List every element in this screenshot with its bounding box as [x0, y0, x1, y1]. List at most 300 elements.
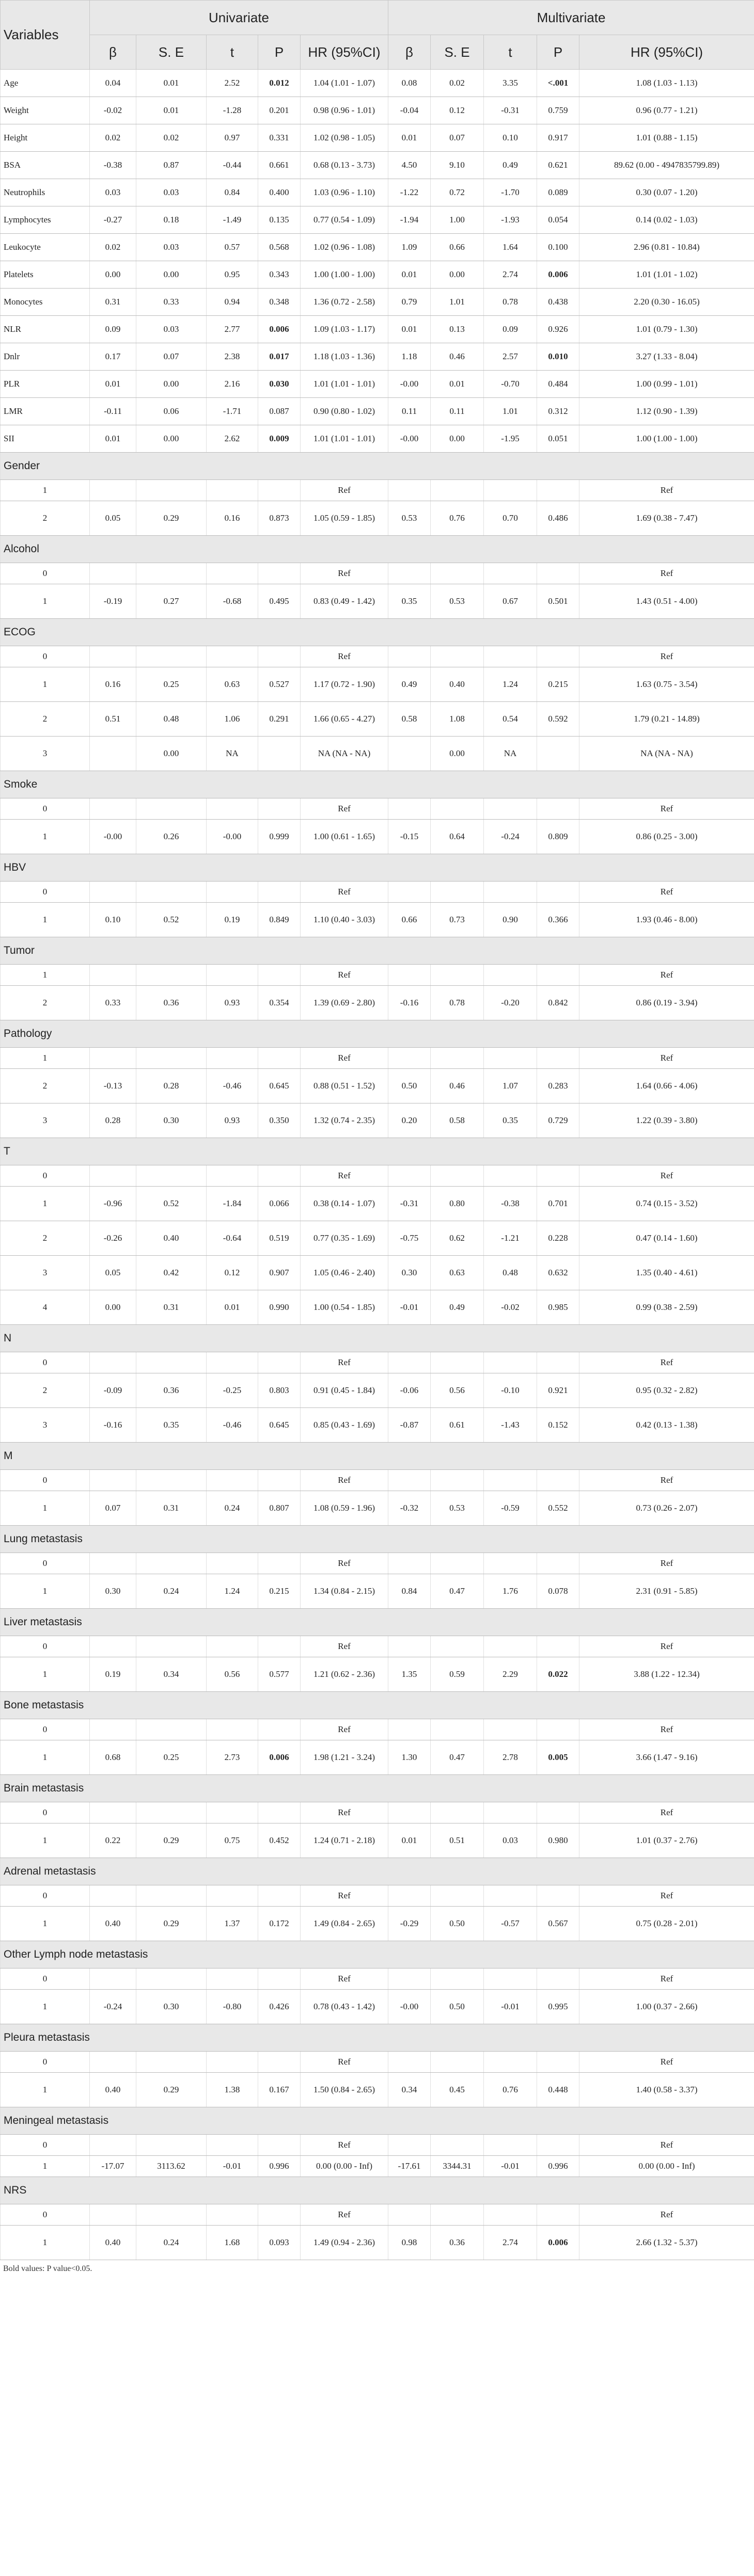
- empty-cell: [90, 646, 136, 667]
- p-value-cell: 0.809: [537, 820, 579, 854]
- p-value-cell: 0.842: [537, 986, 579, 1020]
- empty-cell: [537, 1553, 579, 1574]
- table-row: [1, 1823, 754, 1858]
- stat-cell: 2.29: [484, 1657, 537, 1692]
- stat-cell: 0.40: [90, 2073, 136, 2107]
- empty-cell: [537, 2204, 579, 2226]
- hr-cell: 1.49 (0.84 - 2.65): [301, 1907, 388, 1941]
- level-cell: 1: [1, 1187, 90, 1221]
- variable-label: Neutrophils: [1, 179, 90, 206]
- hr-cell: 1.93 (0.46 - 8.00): [579, 903, 754, 937]
- empty-cell: [136, 798, 207, 820]
- hr-cell: 89.62 (0.00 - 4947835799.89): [579, 152, 754, 179]
- table-row: [1, 1491, 754, 1526]
- stat-cell: 0.01: [90, 425, 136, 453]
- table-row: [1, 1907, 754, 1941]
- p-value-cell: 0.849: [258, 903, 301, 937]
- stat-cell: 0.27: [136, 584, 207, 619]
- hr-cell: Ref: [301, 1352, 388, 1373]
- stat-cell: 0.31: [136, 1491, 207, 1526]
- empty-cell: [207, 1352, 258, 1373]
- stat-cell: 0.66: [431, 234, 484, 261]
- empty-cell: [537, 563, 579, 584]
- p-value-cell: 0.985: [537, 1290, 579, 1325]
- group-label: T: [1, 1138, 754, 1165]
- table-row: [1, 124, 754, 152]
- reference-row: [1, 1719, 754, 1740]
- stat-cell: -0.09: [90, 1373, 136, 1408]
- hr-cell: 1.01 (0.37 - 2.76): [579, 1823, 754, 1858]
- reference-row: [1, 563, 754, 584]
- level-cell: 2: [1, 1373, 90, 1408]
- stat-cell: 0.76: [431, 501, 484, 536]
- empty-cell: [90, 1352, 136, 1373]
- p-value-cell: 0.438: [537, 289, 579, 316]
- p-value-cell: 0.051: [537, 425, 579, 453]
- hr-cell: 0.96 (0.77 - 1.21): [579, 97, 754, 124]
- stat-cell: 2.74: [484, 261, 537, 289]
- hr-cell: Ref: [301, 1553, 388, 1574]
- table-row: [1, 152, 754, 179]
- stat-cell: 0.40: [90, 1907, 136, 1941]
- p-value-cell: 0.661: [258, 152, 301, 179]
- hr-cell: Ref: [579, 965, 754, 986]
- empty-cell: [484, 646, 537, 667]
- stat-cell: 2.78: [484, 1740, 537, 1775]
- stat-cell: 1.06: [207, 702, 258, 737]
- hr-cell: 3.27 (1.33 - 8.04): [579, 343, 754, 371]
- table-row: [1, 425, 754, 453]
- hr-cell: 0.14 (0.02 - 1.03): [579, 206, 754, 234]
- variable-label: Leukocyte: [1, 234, 90, 261]
- stat-cell: -0.06: [388, 1373, 431, 1408]
- stat-cell: 0.49: [484, 152, 537, 179]
- empty-cell: [431, 646, 484, 667]
- empty-cell: [484, 882, 537, 903]
- table-row: [1, 2156, 754, 2177]
- hr-cell: Ref: [301, 1885, 388, 1907]
- p-value-cell: 0.215: [258, 1574, 301, 1609]
- hr-cell: 1.08 (0.59 - 1.96): [301, 1491, 388, 1526]
- hr-cell: 0.75 (0.28 - 2.01): [579, 1907, 754, 1941]
- stat-cell: 0.58: [431, 1103, 484, 1138]
- stat-cell: -0.16: [90, 1408, 136, 1443]
- empty-cell: [537, 965, 579, 986]
- empty-cell: [537, 1165, 579, 1187]
- stat-cell: 0.53: [388, 501, 431, 536]
- empty-cell: [136, 1165, 207, 1187]
- hr-cell: Ref: [579, 480, 754, 501]
- stat-cell: -0.44: [207, 152, 258, 179]
- empty-cell: [207, 1048, 258, 1069]
- stat-cell: 0.03: [90, 179, 136, 206]
- p-value-cell: 0.990: [258, 1290, 301, 1325]
- stat-cell: -0.01: [484, 2156, 537, 2177]
- empty-cell: [136, 1885, 207, 1907]
- stat-cell: 0.57: [207, 234, 258, 261]
- hr-cell: Ref: [301, 1048, 388, 1069]
- group-header-row: [1, 1443, 754, 1470]
- stat-cell: 0.98: [388, 2226, 431, 2260]
- empty-cell: [388, 1802, 431, 1823]
- stat-cell: 0.24: [136, 2226, 207, 2260]
- table-row: [1, 261, 754, 289]
- table-row: [1, 70, 754, 97]
- p-value-cell: 0.484: [537, 371, 579, 398]
- stat-cell: 0.29: [136, 1823, 207, 1858]
- hr-cell: 0.85 (0.43 - 1.69): [301, 1408, 388, 1443]
- stat-cell: -0.25: [207, 1373, 258, 1408]
- stat-cell: 0.40: [90, 2226, 136, 2260]
- hr-cell: 1.36 (0.72 - 2.58): [301, 289, 388, 316]
- p-value-cell: 0.100: [537, 234, 579, 261]
- stat-cell: -0.01: [388, 1290, 431, 1325]
- table-row: [1, 820, 754, 854]
- empty-cell: [136, 1719, 207, 1740]
- empty-cell: [388, 882, 431, 903]
- stat-cell: 0.87: [136, 152, 207, 179]
- hr-cell: 2.96 (0.81 - 10.84): [579, 234, 754, 261]
- stat-cell: 0.80: [431, 1187, 484, 1221]
- empty-cell: [484, 1885, 537, 1907]
- empty-cell: [484, 2135, 537, 2156]
- empty-cell: [258, 1885, 301, 1907]
- hr-cell: 1.24 (0.71 - 2.18): [301, 1823, 388, 1858]
- p-value-cell: 0.006: [258, 316, 301, 343]
- stat-cell: 2.73: [207, 1740, 258, 1775]
- group-label: Alcohol: [1, 536, 754, 563]
- stat-cell: -0.70: [484, 371, 537, 398]
- hr-cell: Ref: [579, 646, 754, 667]
- hr-cell: 2.31 (0.91 - 5.85): [579, 1574, 754, 1609]
- table-row: [1, 1408, 754, 1443]
- group-header-row: [1, 1941, 754, 1969]
- stat-cell: 0.36: [136, 986, 207, 1020]
- hr-cell: Ref: [301, 2135, 388, 2156]
- stat-cell: 0.20: [388, 1103, 431, 1138]
- stat-cell: -0.01: [484, 1990, 537, 2024]
- hr-cell: 1.01 (0.88 - 1.15): [579, 124, 754, 152]
- stat-cell: 0.34: [388, 2073, 431, 2107]
- table-row: [1, 1574, 754, 1609]
- p-value-cell: 0.448: [537, 2073, 579, 2107]
- empty-cell: [484, 1470, 537, 1491]
- p-value-cell: 0.999: [258, 820, 301, 854]
- empty-cell: [431, 563, 484, 584]
- table-row: [1, 1290, 754, 1325]
- level-cell: 2: [1, 1069, 90, 1103]
- table-row: [1, 737, 754, 771]
- stat-cell: -0.38: [90, 152, 136, 179]
- stat-cell: 1.18: [388, 343, 431, 371]
- col-header: HR (95%CI): [579, 35, 754, 70]
- variable-label: Weight: [1, 97, 90, 124]
- level-cell: 2: [1, 702, 90, 737]
- level-cell: 1: [1, 965, 90, 986]
- stat-cell: 0.00: [90, 1290, 136, 1325]
- stat-cell: 0.40: [431, 667, 484, 702]
- p-value-cell: 0.167: [258, 2073, 301, 2107]
- empty-cell: [90, 965, 136, 986]
- stat-cell: 1.76: [484, 1574, 537, 1609]
- stat-cell: -0.00: [388, 1990, 431, 2024]
- p-value-cell: 0.568: [258, 234, 301, 261]
- empty-cell: [258, 1048, 301, 1069]
- p-value-cell: 0.135: [258, 206, 301, 234]
- hr-cell: Ref: [579, 2052, 754, 2073]
- p-value-cell: 0.980: [537, 1823, 579, 1858]
- hr-cell: 0.86 (0.25 - 3.00): [579, 820, 754, 854]
- level-cell: 1: [1, 1740, 90, 1775]
- empty-cell: [484, 1802, 537, 1823]
- p-value-cell: [537, 737, 579, 771]
- empty-cell: [388, 646, 431, 667]
- empty-cell: [431, 798, 484, 820]
- stat-cell: 3.35: [484, 70, 537, 97]
- stat-cell: -1.21: [484, 1221, 537, 1256]
- p-value-cell: 0.486: [537, 501, 579, 536]
- empty-cell: [537, 798, 579, 820]
- hr-cell: Ref: [579, 1165, 754, 1187]
- stat-cell: [90, 737, 136, 771]
- hr-cell: Ref: [301, 480, 388, 501]
- p-value-cell: [258, 737, 301, 771]
- stat-cell: 0.11: [388, 398, 431, 425]
- stat-cell: 0.93: [207, 986, 258, 1020]
- table-row: [1, 584, 754, 619]
- level-cell: 0: [1, 563, 90, 584]
- hr-cell: 1.00 (0.61 - 1.65): [301, 820, 388, 854]
- col-header: S. E: [431, 35, 484, 70]
- stat-cell: 0.78: [484, 289, 537, 316]
- hr-cell: Ref: [301, 1636, 388, 1657]
- hr-cell: 2.66 (1.32 - 5.37): [579, 2226, 754, 2260]
- empty-cell: [207, 2204, 258, 2226]
- stat-cell: 0.07: [90, 1491, 136, 1526]
- stat-cell: 0.72: [431, 179, 484, 206]
- hr-cell: 1.39 (0.69 - 2.80): [301, 986, 388, 1020]
- empty-cell: [136, 2052, 207, 2073]
- stat-cell: 0.66: [388, 903, 431, 937]
- empty-cell: [258, 882, 301, 903]
- level-cell: 3: [1, 1103, 90, 1138]
- stat-cell: 1.09: [388, 234, 431, 261]
- group-label: Pathology: [1, 1020, 754, 1048]
- empty-cell: [207, 1636, 258, 1657]
- empty-cell: [484, 1352, 537, 1373]
- stat-cell: -0.24: [90, 1990, 136, 2024]
- empty-cell: [258, 1969, 301, 1990]
- reference-row: [1, 1969, 754, 1990]
- col-header: HR (95%CI): [301, 35, 388, 70]
- stat-cell: 0.70: [484, 501, 537, 536]
- p-value-cell: 0.807: [258, 1491, 301, 1526]
- group-label: Smoke: [1, 771, 754, 798]
- empty-cell: [431, 965, 484, 986]
- group-label: Pleura metastasis: [1, 2024, 754, 2052]
- stat-cell: -0.20: [484, 986, 537, 1020]
- hr-cell: 0.38 (0.14 - 1.07): [301, 1187, 388, 1221]
- variable-label: Age: [1, 70, 90, 97]
- hr-cell: 1.00 (0.37 - 2.66): [579, 1990, 754, 2024]
- p-value-cell: 0.873: [258, 501, 301, 536]
- hr-cell: Ref: [301, 798, 388, 820]
- stat-cell: 0.30: [136, 1990, 207, 2024]
- hr-cell: Ref: [301, 1719, 388, 1740]
- level-cell: 2: [1, 986, 90, 1020]
- stat-cell: -1.49: [207, 206, 258, 234]
- p-value-cell: 0.592: [537, 702, 579, 737]
- stat-cell: -1.94: [388, 206, 431, 234]
- level-cell: 1: [1, 667, 90, 702]
- table-row: [1, 1990, 754, 2024]
- stat-cell: 0.33: [90, 986, 136, 1020]
- group-label: NRS: [1, 2177, 754, 2204]
- empty-cell: [136, 1636, 207, 1657]
- empty-cell: [258, 1802, 301, 1823]
- stat-cell: 0.50: [388, 1069, 431, 1103]
- group-header-row: [1, 2024, 754, 2052]
- table-row: [1, 501, 754, 536]
- p-value-cell: 0.010: [537, 343, 579, 371]
- empty-cell: [388, 1553, 431, 1574]
- hr-cell: Ref: [301, 1470, 388, 1491]
- level-cell: 0: [1, 1165, 90, 1187]
- stat-cell: 0.25: [136, 667, 207, 702]
- empty-cell: [90, 1802, 136, 1823]
- table-row: [1, 179, 754, 206]
- hr-cell: 0.83 (0.49 - 1.42): [301, 584, 388, 619]
- stat-cell: 0.31: [136, 1290, 207, 1325]
- stat-cell: [388, 737, 431, 771]
- stat-cell: 0.46: [431, 343, 484, 371]
- empty-cell: [388, 1719, 431, 1740]
- stat-cell: 0.40: [136, 1221, 207, 1256]
- hr-cell: 0.73 (0.26 - 2.07): [579, 1491, 754, 1526]
- empty-cell: [537, 2052, 579, 2073]
- hr-cell: 1.12 (0.90 - 1.39): [579, 398, 754, 425]
- level-cell: 1: [1, 1574, 90, 1609]
- stat-cell: 1.07: [484, 1069, 537, 1103]
- p-value-cell: 0.215: [537, 667, 579, 702]
- empty-cell: [207, 965, 258, 986]
- group-label: Bone metastasis: [1, 1692, 754, 1719]
- stat-cell: 0.78: [431, 986, 484, 1020]
- stat-cell: -1.95: [484, 425, 537, 453]
- empty-cell: [258, 1636, 301, 1657]
- empty-cell: [136, 480, 207, 501]
- stat-cell: 0.02: [90, 234, 136, 261]
- group-header-row: [1, 1138, 754, 1165]
- level-cell: 3: [1, 1408, 90, 1443]
- stat-cell: 0.00: [431, 737, 484, 771]
- hr-cell: 1.35 (0.40 - 4.61): [579, 1256, 754, 1290]
- empty-cell: [537, 2135, 579, 2156]
- level-cell: 0: [1, 1802, 90, 1823]
- stat-cell: -0.15: [388, 820, 431, 854]
- empty-cell: [207, 1719, 258, 1740]
- stat-cell: 0.35: [388, 584, 431, 619]
- stat-cell: 0.13: [431, 316, 484, 343]
- level-cell: 0: [1, 2052, 90, 2073]
- level-cell: 0: [1, 2135, 90, 2156]
- hr-cell: 0.74 (0.15 - 3.52): [579, 1187, 754, 1221]
- stat-cell: -0.24: [484, 820, 537, 854]
- p-value-cell: 0.917: [537, 124, 579, 152]
- col-header: t: [207, 35, 258, 70]
- empty-cell: [258, 1165, 301, 1187]
- hr-cell: 0.90 (0.80 - 1.02): [301, 398, 388, 425]
- hr-cell: 1.69 (0.38 - 7.47): [579, 501, 754, 536]
- hr-cell: 1.34 (0.84 - 2.15): [301, 1574, 388, 1609]
- stat-cell: -0.10: [484, 1373, 537, 1408]
- hr-cell: Ref: [301, 646, 388, 667]
- reference-row: [1, 1470, 754, 1491]
- stat-cell: 0.46: [431, 1069, 484, 1103]
- reference-row: [1, 480, 754, 501]
- reference-row: [1, 1553, 754, 1574]
- hr-cell: 1.00 (0.54 - 1.85): [301, 1290, 388, 1325]
- p-value-cell: 0.012: [258, 70, 301, 97]
- p-value-cell: 0.228: [537, 1221, 579, 1256]
- stat-cell: 0.12: [207, 1256, 258, 1290]
- stat-cell: 0.01: [207, 1290, 258, 1325]
- hr-cell: 0.42 (0.13 - 1.38): [579, 1408, 754, 1443]
- stat-cell: -0.31: [484, 97, 537, 124]
- level-cell: 0: [1, 1885, 90, 1907]
- p-value-cell: 0.495: [258, 584, 301, 619]
- table-body: [1, 70, 754, 2260]
- stat-cell: -0.57: [484, 1907, 537, 1941]
- hr-cell: Ref: [579, 798, 754, 820]
- empty-cell: [388, 563, 431, 584]
- hr-cell: Ref: [301, 2052, 388, 2073]
- empty-cell: [90, 798, 136, 820]
- stat-cell: -0.32: [388, 1491, 431, 1526]
- p-value-cell: 0.366: [537, 903, 579, 937]
- variable-label: Lymphocytes: [1, 206, 90, 234]
- empty-cell: [484, 480, 537, 501]
- hr-cell: 1.03 (0.96 - 1.10): [301, 179, 388, 206]
- group-header-row: [1, 1020, 754, 1048]
- empty-cell: [431, 1165, 484, 1187]
- stat-cell: 0.03: [136, 179, 207, 206]
- p-value-cell: 0.759: [537, 97, 579, 124]
- stat-cell: 0.31: [90, 289, 136, 316]
- table-row: [1, 1187, 754, 1221]
- group-header-row: [1, 536, 754, 563]
- table-row: [1, 1069, 754, 1103]
- stat-cell: 0.08: [388, 70, 431, 97]
- stat-cell: 0.68: [90, 1740, 136, 1775]
- empty-cell: [431, 1719, 484, 1740]
- stat-cell: 0.52: [136, 903, 207, 937]
- stat-cell: 0.49: [388, 667, 431, 702]
- empty-cell: [431, 480, 484, 501]
- empty-cell: [484, 2052, 537, 2073]
- stat-cell: 0.19: [207, 903, 258, 937]
- stat-cell: -0.13: [90, 1069, 136, 1103]
- hr-cell: 1.00 (1.00 - 1.00): [301, 261, 388, 289]
- table-row: [1, 398, 754, 425]
- hr-cell: Ref: [579, 1636, 754, 1657]
- empty-cell: [484, 2204, 537, 2226]
- empty-cell: [136, 882, 207, 903]
- stat-cell: 0.54: [484, 702, 537, 737]
- empty-cell: [258, 1352, 301, 1373]
- stat-cell: -0.38: [484, 1187, 537, 1221]
- reference-row: [1, 2135, 754, 2156]
